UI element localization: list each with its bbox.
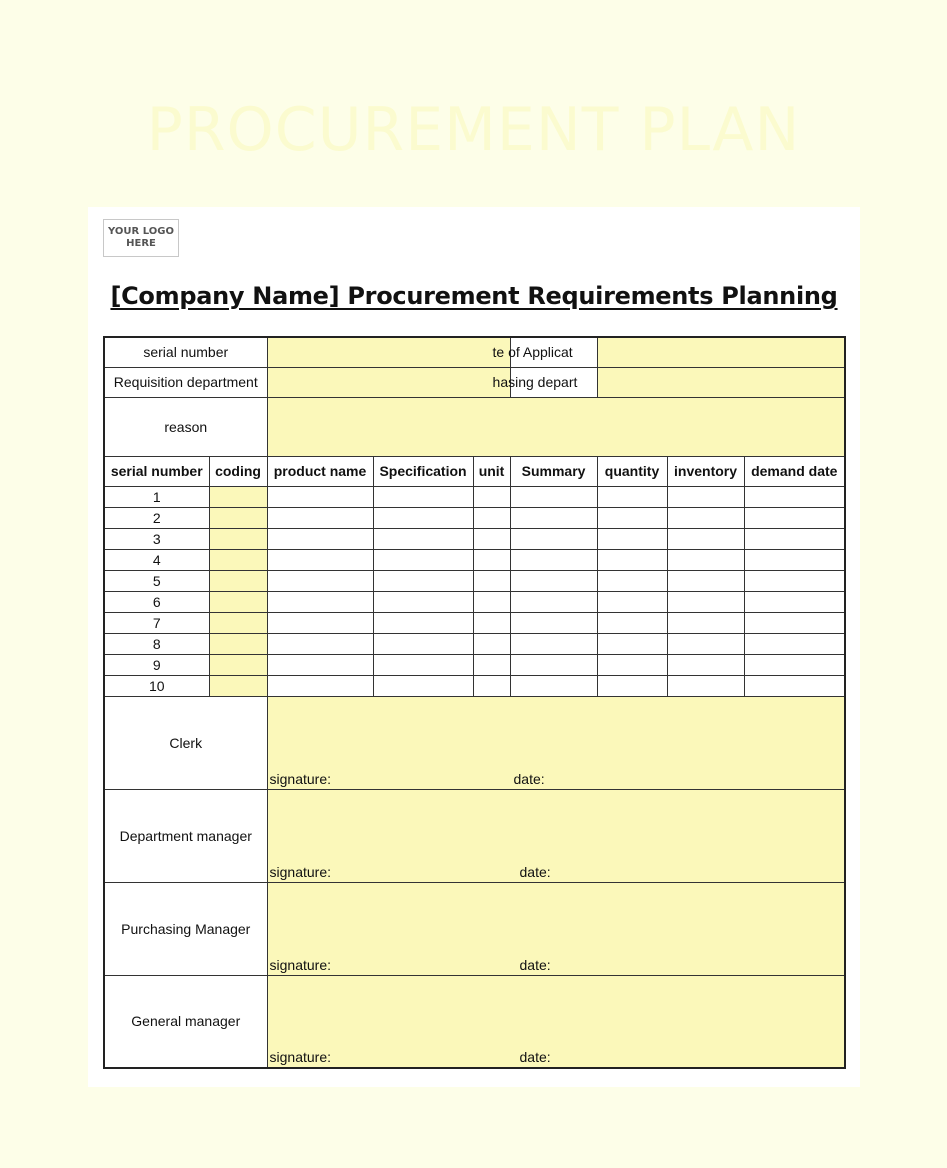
approval-signature-area[interactable] bbox=[267, 882, 845, 975]
table-cell[interactable] bbox=[267, 633, 373, 654]
approval-signature-area[interactable] bbox=[267, 975, 845, 1068]
table-cell[interactable] bbox=[267, 612, 373, 633]
approval-signature-area[interactable] bbox=[267, 696, 845, 789]
table-cell[interactable] bbox=[267, 549, 373, 570]
table-cell[interactable] bbox=[267, 675, 373, 696]
date-label: date: bbox=[513, 770, 545, 787]
logo-line-1: YOUR LOGO bbox=[108, 226, 174, 237]
table-cell[interactable] bbox=[373, 612, 473, 633]
table-cell[interactable] bbox=[473, 675, 510, 696]
table-cell[interactable] bbox=[473, 528, 510, 549]
table-cell[interactable] bbox=[667, 507, 744, 528]
table-cell[interactable] bbox=[373, 570, 473, 591]
column-header: coding bbox=[209, 456, 267, 486]
table-cell[interactable] bbox=[209, 591, 267, 612]
table-cell[interactable] bbox=[744, 633, 845, 654]
table-cell[interactable] bbox=[597, 633, 667, 654]
table-cell[interactable] bbox=[667, 591, 744, 612]
table-cell[interactable] bbox=[510, 612, 597, 633]
date-of-application-field[interactable] bbox=[597, 337, 845, 367]
approval-signature-area[interactable] bbox=[267, 789, 845, 882]
table-cell[interactable] bbox=[473, 570, 510, 591]
table-cell[interactable] bbox=[209, 633, 267, 654]
requisition-department-label: Requisition department bbox=[104, 367, 267, 397]
row-number: 7 bbox=[104, 612, 209, 633]
table-cell[interactable] bbox=[209, 675, 267, 696]
table-cell[interactable] bbox=[597, 528, 667, 549]
table-cell[interactable] bbox=[510, 633, 597, 654]
table-cell[interactable] bbox=[597, 591, 667, 612]
date-label: date: bbox=[519, 956, 551, 973]
row-number: 6 bbox=[104, 591, 209, 612]
table-cell[interactable] bbox=[373, 633, 473, 654]
row-number: 3 bbox=[104, 528, 209, 549]
table-cell[interactable] bbox=[667, 612, 744, 633]
table-cell[interactable] bbox=[744, 675, 845, 696]
table-cell[interactable] bbox=[209, 507, 267, 528]
date-label: date: bbox=[519, 1049, 551, 1065]
logo-line-2: HERE bbox=[126, 238, 156, 249]
reason-field[interactable] bbox=[267, 397, 845, 456]
table-cell[interactable] bbox=[597, 654, 667, 675]
signature-label: signature: bbox=[269, 863, 331, 880]
column-header: demand date bbox=[744, 456, 845, 486]
table-cell[interactable] bbox=[744, 528, 845, 549]
table-cell[interactable] bbox=[597, 507, 667, 528]
table-cell[interactable] bbox=[510, 507, 597, 528]
date-label: date: bbox=[519, 863, 551, 880]
document-title: [Company Name] Procurement Requirements Planning bbox=[110, 282, 838, 310]
row-number: 1 bbox=[104, 486, 209, 507]
table-cell[interactable] bbox=[597, 570, 667, 591]
table-cell[interactable] bbox=[667, 549, 744, 570]
reason-label: reason bbox=[104, 397, 267, 456]
table-cell[interactable] bbox=[373, 528, 473, 549]
table-cell[interactable] bbox=[510, 549, 597, 570]
table-cell[interactable] bbox=[473, 486, 510, 507]
table-cell[interactable] bbox=[267, 570, 373, 591]
table-cell[interactable] bbox=[373, 675, 473, 696]
table-cell[interactable] bbox=[373, 654, 473, 675]
purchasing-department-label: hasing depart bbox=[510, 367, 597, 397]
approval-role: Department manager bbox=[104, 789, 267, 882]
table-cell[interactable] bbox=[744, 549, 845, 570]
table-cell[interactable] bbox=[744, 570, 845, 591]
form-sheet bbox=[88, 207, 860, 1087]
table-cell[interactable] bbox=[267, 507, 373, 528]
row-number: 10 bbox=[104, 675, 209, 696]
column-header: unit bbox=[473, 456, 510, 486]
column-header: quantity bbox=[597, 456, 667, 486]
table-cell[interactable] bbox=[744, 612, 845, 633]
table-row bbox=[104, 675, 845, 696]
purchasing-department-field[interactable] bbox=[597, 367, 845, 397]
table-cell[interactable] bbox=[667, 570, 744, 591]
table-cell[interactable] bbox=[209, 486, 267, 507]
table-row bbox=[104, 654, 845, 675]
table-cell[interactable] bbox=[667, 486, 744, 507]
column-header: serial number bbox=[104, 456, 209, 486]
table-cell[interactable] bbox=[373, 591, 473, 612]
table-cell[interactable] bbox=[597, 486, 667, 507]
table-cell[interactable] bbox=[510, 591, 597, 612]
row-number: 2 bbox=[104, 507, 209, 528]
table-row bbox=[104, 486, 845, 507]
row-number: 9 bbox=[104, 654, 209, 675]
date-of-application-label: te of Applicat bbox=[510, 337, 597, 367]
signature-label: signature: bbox=[269, 770, 331, 787]
table-cell[interactable] bbox=[267, 591, 373, 612]
table-cell[interactable] bbox=[744, 486, 845, 507]
table-cell[interactable] bbox=[510, 675, 597, 696]
table-cell[interactable] bbox=[267, 486, 373, 507]
table-cell[interactable] bbox=[667, 654, 744, 675]
table-cell[interactable] bbox=[209, 570, 267, 591]
table-row bbox=[104, 507, 845, 528]
requirements-table bbox=[103, 336, 846, 1069]
table-cell[interactable] bbox=[473, 633, 510, 654]
table-row bbox=[104, 591, 845, 612]
table-cell[interactable] bbox=[744, 507, 845, 528]
table-cell[interactable] bbox=[373, 486, 473, 507]
table-cell[interactable] bbox=[510, 528, 597, 549]
background-title: PROCUREMENT PLAN bbox=[146, 95, 801, 165]
table-cell[interactable] bbox=[510, 570, 597, 591]
table-cell[interactable] bbox=[267, 654, 373, 675]
table-cell[interactable] bbox=[744, 591, 845, 612]
logo-placeholder bbox=[103, 219, 179, 257]
table-cell[interactable] bbox=[667, 675, 744, 696]
table-cell[interactable] bbox=[473, 549, 510, 570]
row-number: 4 bbox=[104, 549, 209, 570]
column-header: inventory bbox=[667, 456, 744, 486]
table-cell[interactable] bbox=[373, 549, 473, 570]
column-header: Summary bbox=[510, 456, 597, 486]
table-cell[interactable] bbox=[473, 591, 510, 612]
requisition-department-field[interactable] bbox=[267, 367, 510, 397]
table-row bbox=[104, 570, 845, 591]
approval-role: Purchasing Manager bbox=[104, 882, 267, 975]
table-cell[interactable] bbox=[267, 528, 373, 549]
table-cell[interactable] bbox=[373, 507, 473, 528]
table-row bbox=[104, 612, 845, 633]
table-cell[interactable] bbox=[510, 654, 597, 675]
table-cell[interactable] bbox=[209, 612, 267, 633]
table-cell[interactable] bbox=[473, 654, 510, 675]
table-cell[interactable] bbox=[209, 654, 267, 675]
signature-label: signature: bbox=[269, 956, 331, 973]
table-cell[interactable] bbox=[209, 528, 267, 549]
table-row bbox=[104, 528, 845, 549]
table-cell[interactable] bbox=[597, 675, 667, 696]
table-cell[interactable] bbox=[597, 612, 667, 633]
serial-number-label: serial number bbox=[104, 337, 267, 367]
table-row bbox=[104, 633, 845, 654]
column-header: product name bbox=[267, 456, 373, 486]
serial-number-field[interactable] bbox=[267, 337, 510, 367]
table-cell[interactable] bbox=[667, 528, 744, 549]
row-number: 8 bbox=[104, 633, 209, 654]
column-header-row bbox=[104, 456, 845, 486]
table-cell[interactable] bbox=[744, 654, 845, 675]
table-cell[interactable] bbox=[510, 486, 597, 507]
table-cell[interactable] bbox=[473, 612, 510, 633]
approval-role: General manager bbox=[104, 975, 267, 1068]
table-cell[interactable] bbox=[667, 633, 744, 654]
table-row bbox=[104, 549, 845, 570]
signature-label: signature: bbox=[269, 1049, 331, 1065]
table-cell[interactable] bbox=[597, 549, 667, 570]
column-header: Specification bbox=[373, 456, 473, 486]
approval-role: Clerk bbox=[104, 696, 267, 789]
table-cell[interactable] bbox=[473, 507, 510, 528]
table-cell[interactable] bbox=[209, 549, 267, 570]
row-number: 5 bbox=[104, 570, 209, 591]
